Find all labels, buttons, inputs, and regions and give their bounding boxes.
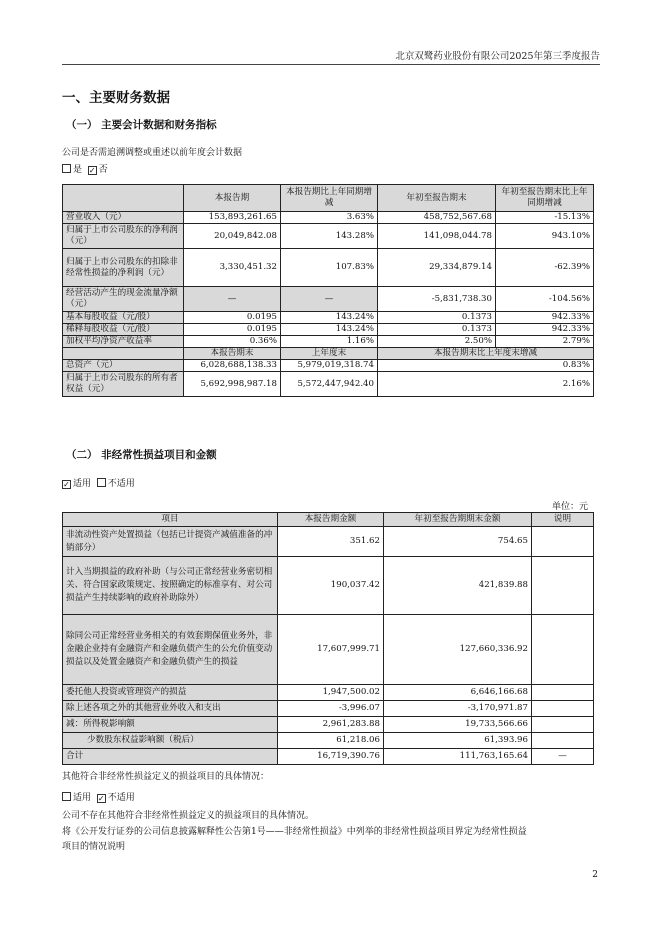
cell-value: 143.28% (281, 224, 378, 249)
cell-value: 458,752,567.68 (378, 212, 496, 224)
column-header: 本报告期金额 (278, 513, 384, 527)
cell-value (532, 685, 594, 701)
cell-value: 141,098,044.78 (378, 224, 496, 249)
cell-value: 16,719,390.76 (278, 749, 384, 765)
cell-value: 2.50% (378, 336, 496, 348)
checkbox-unchecked-icon (97, 478, 106, 487)
cell-value: 5,979,019,318.74 (281, 360, 378, 372)
page-header: 北京双鹭药业股份有限公司2025年第三季度报告 (395, 51, 600, 62)
cell-value: 127,660,336.92 (384, 615, 532, 685)
row-label: 稀释每股收益（元/股） (63, 324, 184, 336)
table-row (63, 527, 594, 557)
cell-value (532, 701, 594, 717)
row-label: 营业收入（元） (63, 212, 184, 224)
cell-value: 942.33% (496, 312, 594, 324)
table-row (63, 557, 594, 615)
cell-value: 1.16% (281, 336, 378, 348)
cell-value (532, 557, 594, 615)
applicable-options (62, 477, 135, 492)
checkbox-checked-icon: ✓ (88, 166, 96, 175)
cell-value: 2.16% (378, 372, 594, 397)
table-row (63, 360, 594, 372)
cell-value: 5,692,998,987.18 (184, 372, 281, 397)
column-header: 本报告期末比上年度末增减 (378, 348, 594, 360)
cell-value: 3,330,451.32 (184, 249, 281, 287)
cell-value (532, 615, 594, 685)
cell-value: 6,028,688,138.33 (184, 360, 281, 372)
page-number: 2 (592, 870, 598, 880)
header-divider (62, 64, 600, 65)
other-items-note: 其他符合非经常性损益定义的损益项目的具体情况： (62, 772, 270, 782)
cell-value (532, 527, 594, 557)
other-items-options (62, 791, 135, 806)
restate-question: 公司是否需追溯调整或重述以前年度会计数据 (62, 148, 243, 158)
column-header: 上年度末 (281, 348, 378, 360)
key-financial-table (62, 184, 594, 397)
cell-value: 190,037.42 (278, 557, 384, 615)
cell-value (532, 717, 594, 733)
cell-value: 0.1373 (378, 312, 496, 324)
cell-value: 943.10% (496, 224, 594, 249)
cell-value: -104.56% (496, 287, 594, 312)
column-header: 本报告期 (184, 185, 281, 212)
cell-value: 0.0195 (184, 312, 281, 324)
cell-value: 29,334,879.14 (378, 249, 496, 287)
cell-value: 351.62 (278, 527, 384, 557)
section-title: 一、主要财务数据 (62, 90, 170, 106)
cell-value: 0.1373 (378, 324, 496, 336)
cell-value: — (184, 287, 281, 312)
table-row (63, 733, 594, 749)
table-row (63, 372, 594, 397)
reclassification-note-line2: 项目的情况说明 (62, 842, 126, 852)
row-label: 归属于上市公司股东的所有者权益（元） (63, 372, 184, 397)
cell-value: -3,170,971.87 (384, 701, 532, 717)
not-applicable-label: 不适用 (107, 793, 135, 803)
cell-value: 61,218.06 (278, 733, 384, 749)
row-label: 归属于上市公司股东的扣除非经常性损益的净利润（元） (63, 249, 184, 287)
table-row (63, 324, 594, 336)
checkbox-unchecked-icon (62, 792, 71, 801)
cell-value: 0.36% (184, 336, 281, 348)
non-recurring-table (62, 512, 594, 765)
cell-value: 6,646,166.68 (384, 685, 532, 701)
cell-value: 0.83% (378, 360, 594, 372)
row-label: 加权平均净资产收益率 (63, 336, 184, 348)
row-label: 计入当期损益的政府补助（与公司正常经营业务密切相关、符合国家政策规定、按照确定的标准享有、对公司损益产生持续影响的政府补助除外） (63, 557, 278, 615)
checkbox-checked-icon: ✓ (97, 794, 105, 803)
table-header-row (63, 513, 594, 527)
column-header: 年初至报告期末比上年同期增减 (496, 185, 594, 212)
cell-value: 153,893,261.65 (184, 212, 281, 224)
table-row (63, 701, 594, 717)
cell-value: 61,393.96 (384, 733, 532, 749)
cell-value: 111,763,165.64 (384, 749, 532, 765)
row-label: 合计 (63, 749, 278, 765)
cell-value: — (532, 749, 594, 765)
not-applicable-label: 不适用 (107, 479, 135, 489)
subsection-title-1: （一） 主要会计数据和财务指标 (66, 119, 217, 131)
applicable-label: 适用 (73, 479, 92, 489)
cell-value: 2.79% (496, 336, 594, 348)
cell-value (532, 733, 594, 749)
cell-value: 107.83% (281, 249, 378, 287)
column-header: 年初至报告期期末金额 (384, 513, 532, 527)
column-header: 项目 (63, 513, 278, 527)
restate-options (62, 163, 108, 178)
table-row (63, 287, 594, 312)
subsection-title-2: （二） 非经常性损益项目和金额 (66, 449, 217, 461)
column-header: 本报告期末 (184, 348, 281, 360)
cell-value: 942.33% (496, 324, 594, 336)
other-items-statement: 公司不存在其他符合非经常性损益定义的损益项目的具体情况。 (62, 811, 315, 821)
cell-value: 143.24% (281, 312, 378, 324)
cell-value: 19,733,566.66 (384, 717, 532, 733)
table-header-row (63, 348, 594, 360)
table-row (63, 717, 594, 733)
cell-value: -5,831,738.30 (378, 287, 496, 312)
cell-value: -3,996.07 (278, 701, 384, 717)
row-label: 除同公司正常经营业务相关的有效套期保值业务外，非金融企业持有金融资产和金融负债产生的公允价值变动损益以及处置金融资产和金融负债产生的损益 (63, 615, 278, 685)
column-header: 说明 (532, 513, 594, 527)
table-header-row (63, 185, 594, 212)
cell-value: -62.39% (496, 249, 594, 287)
restate-no-label: 否 (98, 165, 108, 175)
column-header: 本报告期比上年同期增减 (281, 185, 378, 212)
row-label: 除上述各项之外的其他营业外收入和支出 (63, 701, 278, 717)
table-row (63, 615, 594, 685)
checkbox-checked-icon: ✓ (63, 480, 70, 489)
table-row (63, 336, 594, 348)
row-label: 少数股东权益影响额（税后） (63, 733, 278, 749)
cell-value: 5,572,447,942.40 (281, 372, 378, 397)
cell-value: 1,947,500.02 (278, 685, 384, 701)
applicable-label: 适用 (73, 793, 92, 803)
table-row (63, 224, 594, 249)
cell-value: 143.24% (281, 324, 378, 336)
table-row (63, 212, 594, 224)
row-label: 经营活动产生的现金流量净额（元） (63, 287, 184, 312)
cell-value: 2,961,283.88 (278, 717, 384, 733)
row-label: 减：所得税影响额 (63, 717, 278, 733)
checkbox-unchecked-icon (62, 164, 71, 173)
cell-value: 20,049,842.08 (184, 224, 281, 249)
cell-value: -15.13% (496, 212, 594, 224)
table-row (63, 312, 594, 324)
table-row (63, 249, 594, 287)
row-label: 归属于上市公司股东的净利润（元） (63, 224, 184, 249)
row-label: 基本每股收益（元/股） (63, 312, 184, 324)
unit-label: 单位：元 (551, 502, 588, 512)
restate-yes-label: 是 (73, 165, 83, 175)
row-label: 总资产（元） (63, 360, 184, 372)
cell-value: — (281, 287, 378, 312)
table-row (63, 685, 594, 701)
cell-value: 3.63% (281, 212, 378, 224)
cell-value: 421,839.88 (384, 557, 532, 615)
row-label: 非流动性资产处置损益（包括已计提资产减值准备的冲销部分） (63, 527, 278, 557)
row-label: 委托他人投资或管理资产的损益 (63, 685, 278, 701)
reclassification-note-line1: 将《公开发行证券的公司信息披露解释性公告第1号——非经常性损益》中列举的非经常性损益项目界定为经常性损益 (62, 827, 527, 837)
table-total-row (63, 749, 594, 765)
cell-value: 17,607,999.71 (278, 615, 384, 685)
cell-value: 754.65 (384, 527, 532, 557)
column-header: 年初至报告期末 (378, 185, 496, 212)
cell-value: 0.0195 (184, 324, 281, 336)
